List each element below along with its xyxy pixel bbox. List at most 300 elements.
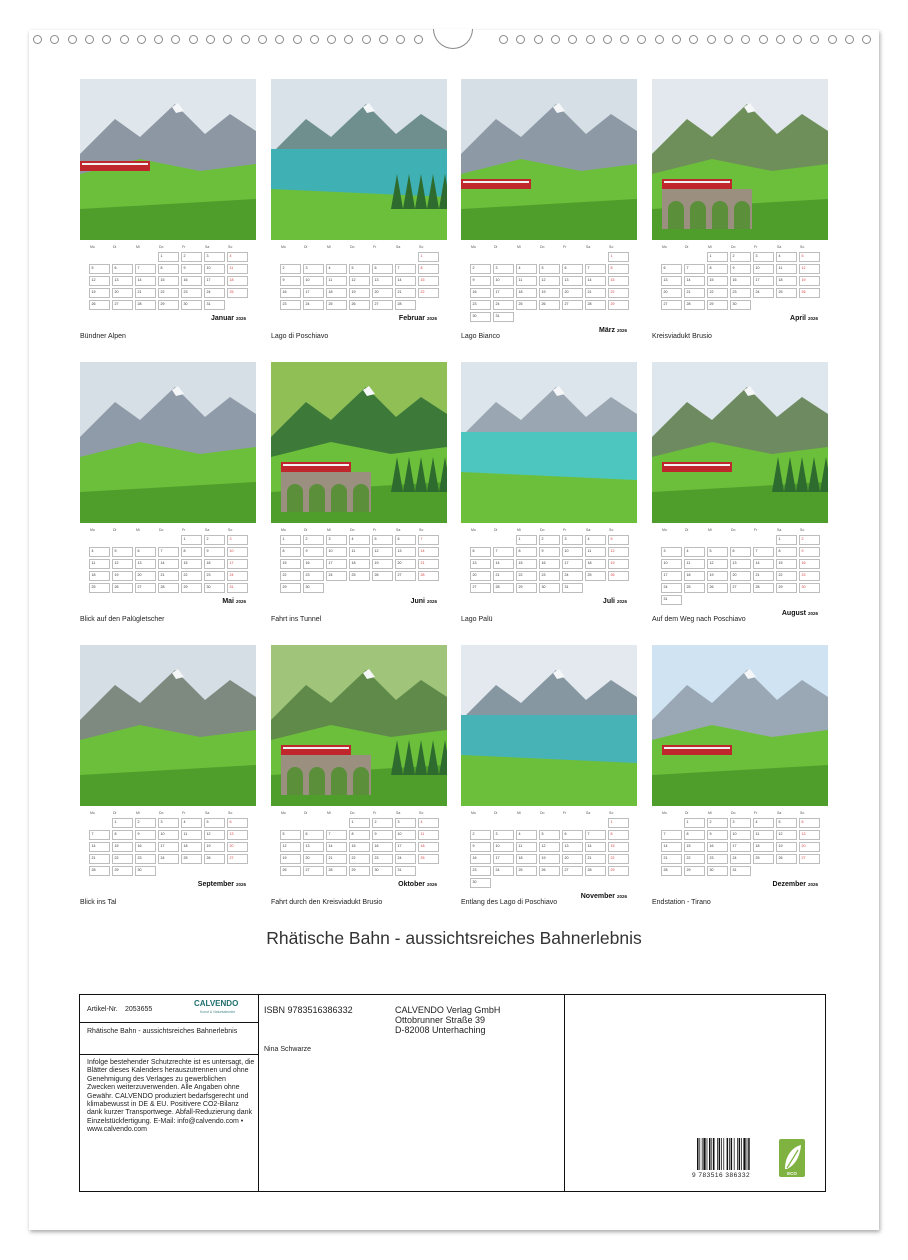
day-cell: 4 — [418, 818, 439, 828]
day-cell: 18 — [181, 842, 202, 852]
day-cell: 15 — [608, 276, 629, 286]
day-cell: 11 — [418, 830, 439, 840]
binding-ring — [154, 35, 163, 44]
binding-ring — [776, 35, 785, 44]
month-year: 2026 — [616, 328, 627, 333]
weekday-label: Do — [540, 528, 545, 532]
day-cell: 17 — [661, 571, 682, 581]
day-cell: 16 — [204, 559, 225, 569]
weekday-label: Di — [494, 528, 498, 532]
day-grid — [271, 811, 447, 878]
day-cell: 25 — [227, 288, 248, 298]
day-cell: 16 — [181, 276, 202, 286]
day-cell: 9 — [181, 264, 202, 274]
day-cell: 6 — [303, 830, 324, 840]
day-cell: 4 — [585, 535, 606, 545]
weekday-label: Fr — [373, 811, 377, 815]
day-cell: 30 — [707, 866, 728, 876]
day-cell: 1 — [158, 252, 179, 262]
binding-ring — [327, 35, 336, 44]
day-cell: 12 — [539, 842, 560, 852]
day-cell: 30 — [730, 300, 751, 310]
day-cell: 20 — [227, 842, 248, 852]
day-cell: 27 — [135, 583, 156, 593]
info-box — [79, 994, 826, 1192]
day-grid — [461, 528, 637, 595]
day-cell: 23 — [181, 288, 202, 298]
day-cell: 20 — [562, 288, 583, 298]
day-cell: 29 — [158, 300, 179, 310]
day-cell: 17 — [227, 559, 248, 569]
day-cell: 24 — [661, 583, 682, 593]
day-cell: 12 — [707, 559, 728, 569]
weekday-label: So — [419, 528, 424, 532]
day-cell: 29 — [280, 583, 301, 593]
binding-ring — [759, 35, 768, 44]
day-cell: 7 — [684, 264, 705, 274]
month-year: 2026 — [616, 599, 627, 604]
day-cell: 13 — [562, 842, 583, 852]
day-cell: 12 — [349, 276, 370, 286]
month-photo — [652, 645, 828, 806]
day-cell: 11 — [516, 842, 537, 852]
binding-ring — [85, 35, 94, 44]
month-name: Oktober 2026 — [398, 881, 437, 888]
weekday-label: Di — [304, 528, 308, 532]
barcode — [697, 1138, 767, 1170]
day-cell: 8 — [280, 547, 301, 557]
day-cell: 13 — [730, 559, 751, 569]
photo-caption: Lago di Poschiavo — [271, 333, 329, 340]
day-cell: 18 — [349, 559, 370, 569]
day-cell: 1 — [516, 535, 537, 545]
day-cell: 19 — [112, 571, 133, 581]
binding-ring — [689, 35, 698, 44]
day-cell: 3 — [326, 535, 347, 545]
weekday-label: So — [609, 245, 614, 249]
day-cell: 30 — [204, 583, 225, 593]
day-cell: 17 — [753, 276, 774, 286]
weekday-label: Mi — [136, 811, 140, 815]
day-cell: 7 — [585, 830, 606, 840]
day-grid — [461, 245, 637, 324]
day-cell: 27 — [730, 583, 751, 593]
day-cell: 4 — [227, 252, 248, 262]
month-year: 2026 — [426, 599, 437, 604]
day-cell: 22 — [418, 288, 439, 298]
month-name: August 2026 — [781, 610, 818, 617]
weekday-label: So — [228, 811, 233, 815]
day-cell: 24 — [158, 854, 179, 864]
weekday-label: So — [609, 811, 614, 815]
day-cell: 24 — [562, 571, 583, 581]
weekday-label: Fr — [182, 528, 186, 532]
weekday-label: Mo — [662, 245, 667, 249]
weekday-label: Mi — [708, 245, 712, 249]
day-cell: 7 — [661, 830, 682, 840]
binding-ring — [620, 35, 629, 44]
weekday-label: Mo — [90, 528, 95, 532]
day-cell: 20 — [661, 288, 682, 298]
day-cell: 1 — [608, 252, 629, 262]
month-photo — [80, 645, 256, 806]
day-cell: 11 — [89, 559, 110, 569]
day-cell: 27 — [112, 300, 133, 310]
day-cell: 6 — [395, 535, 416, 545]
binding-ring — [586, 35, 595, 44]
day-cell: 10 — [730, 830, 751, 840]
weekday-label: So — [228, 245, 233, 249]
day-cell: 21 — [753, 571, 774, 581]
day-cell: 5 — [112, 547, 133, 557]
day-cell: 22 — [608, 854, 629, 864]
day-cell: 7 — [753, 547, 774, 557]
day-cell: 28 — [585, 300, 606, 310]
day-cell: 12 — [280, 842, 301, 852]
month-year: 2026 — [807, 882, 818, 887]
day-cell: 15 — [112, 842, 133, 852]
day-cell: 4 — [516, 830, 537, 840]
day-cell: 30 — [372, 866, 393, 876]
weekday-label: Fr — [754, 811, 758, 815]
day-cell: 2 — [204, 535, 225, 545]
publisher-street: Ottobrunner Straße 39 — [395, 1015, 486, 1025]
day-grid — [80, 245, 256, 312]
day-cell: 18 — [89, 571, 110, 581]
day-cell: 25 — [349, 571, 370, 581]
day-cell: 5 — [349, 264, 370, 274]
weekday-label: Di — [304, 811, 308, 815]
day-cell: 18 — [326, 288, 347, 298]
day-cell: 14 — [585, 276, 606, 286]
weekday-label: Do — [350, 245, 355, 249]
day-cell: 8 — [684, 830, 705, 840]
day-cell: 26 — [372, 571, 393, 581]
day-grid — [461, 811, 637, 890]
day-cell: 8 — [349, 830, 370, 840]
day-cell: 31 — [227, 583, 248, 593]
day-cell: 24 — [204, 288, 225, 298]
day-cell: 11 — [776, 264, 797, 274]
day-cell: 2 — [470, 830, 491, 840]
day-cell: 25 — [181, 854, 202, 864]
day-cell: 3 — [493, 830, 514, 840]
day-cell: 1 — [776, 535, 797, 545]
day-cell: 7 — [326, 830, 347, 840]
day-cell: 23 — [730, 288, 751, 298]
day-cell: 13 — [562, 276, 583, 286]
day-cell: 12 — [799, 264, 820, 274]
day-cell: 5 — [799, 252, 820, 262]
weekday-label: Mo — [662, 811, 667, 815]
day-cell: 1 — [280, 535, 301, 545]
day-cell: 26 — [349, 300, 370, 310]
day-cell: 6 — [372, 264, 393, 274]
weekday-label: Di — [685, 245, 689, 249]
day-cell: 26 — [89, 300, 110, 310]
day-cell: 6 — [730, 547, 751, 557]
weekday-label: Mi — [327, 811, 331, 815]
day-cell: 28 — [493, 583, 514, 593]
weekday-label: So — [800, 811, 805, 815]
barcode-number: 9 783516 386332 — [692, 1172, 751, 1179]
day-cell: 2 — [799, 535, 820, 545]
weekday-label: Do — [731, 245, 736, 249]
day-cell: 14 — [158, 559, 179, 569]
day-cell: 31 — [562, 583, 583, 593]
legal-text: Infolge bestehender Schutzrechte ist es untersagt, die Blätter dieses Kalenders herauszutrennen und ohne Genehmigung des Verlages zu gewerblichen Zwecken weiterzuverwenden. Alle Angaben ohne Gewähr. CALVENDO produziert bedarfsgerecht und klimabewusst in DE & EU. Positivere CO2-Bilanz dank kurzer Transportwege. Abfall-Reduzierung dank Einzelstückfertigung. E-Mail: info@calvendo.com • www.calvendo.com — [87, 1059, 255, 1134]
binding-ring — [655, 35, 664, 44]
weekday-label: Mo — [662, 528, 667, 532]
day-cell: 16 — [280, 288, 301, 298]
day-cell: 2 — [181, 252, 202, 262]
month-photo — [461, 79, 637, 240]
day-cell: 19 — [608, 559, 629, 569]
day-cell: 23 — [204, 571, 225, 581]
weekday-label: Mi — [327, 245, 331, 249]
binding-ring — [344, 35, 353, 44]
day-cell: 6 — [661, 264, 682, 274]
day-cell: 13 — [661, 276, 682, 286]
day-cell: 22 — [158, 288, 179, 298]
day-cell: 19 — [280, 854, 301, 864]
day-cell: 3 — [395, 818, 416, 828]
day-cell: 28 — [158, 583, 179, 593]
month-photo — [461, 362, 637, 523]
day-cell: 20 — [470, 571, 491, 581]
photo-caption: Lago Bianco — [461, 333, 500, 340]
day-cell: 25 — [89, 583, 110, 593]
binding-ring — [551, 35, 560, 44]
photo-caption: Entlang des Lago di Poschiavo — [461, 899, 558, 906]
weekday-label: Fr — [373, 528, 377, 532]
binding-ring — [707, 35, 716, 44]
day-cell: 25 — [418, 854, 439, 864]
month-year: 2026 — [426, 882, 437, 887]
day-cell: 7 — [89, 830, 110, 840]
day-cell: 17 — [204, 276, 225, 286]
day-cell: 19 — [539, 288, 560, 298]
day-cell: 26 — [776, 854, 797, 864]
binding-ring — [241, 35, 250, 44]
binding-ring — [741, 35, 750, 44]
weekday-label: Sa — [396, 245, 401, 249]
day-cell: 18 — [516, 288, 537, 298]
day-cell: 22 — [776, 571, 797, 581]
day-cell: 6 — [562, 830, 583, 840]
binding-ring — [258, 35, 267, 44]
binding-ring — [137, 35, 146, 44]
binding-ring — [206, 35, 215, 44]
day-cell: 30 — [303, 583, 324, 593]
month-name: April 2026 — [790, 315, 818, 322]
day-cell: 18 — [776, 276, 797, 286]
day-cell: 2 — [730, 252, 751, 262]
day-cell: 15 — [608, 842, 629, 852]
day-cell: 24 — [493, 300, 514, 310]
day-cell: 26 — [799, 288, 820, 298]
day-cell: 25 — [585, 571, 606, 581]
day-cell: 16 — [799, 559, 820, 569]
day-cell: 30 — [181, 300, 202, 310]
day-cell: 5 — [372, 535, 393, 545]
day-cell: 9 — [470, 276, 491, 286]
day-cell: 1 — [684, 818, 705, 828]
weekday-label: So — [419, 245, 424, 249]
day-cell: 17 — [493, 288, 514, 298]
day-cell: 4 — [684, 547, 705, 557]
day-cell: 29 — [608, 300, 629, 310]
day-cell: 20 — [112, 288, 133, 298]
weekday-label: Fr — [563, 811, 567, 815]
photo-caption: Fahrt durch den Kreisviadukt Brusio — [271, 899, 383, 906]
binding-ring — [828, 35, 837, 44]
weekday-label: Mi — [708, 811, 712, 815]
day-cell: 20 — [799, 842, 820, 852]
day-cell: 3 — [661, 547, 682, 557]
day-cell: 11 — [684, 559, 705, 569]
day-cell: 18 — [516, 854, 537, 864]
day-cell: 5 — [539, 264, 560, 274]
day-cell: 6 — [227, 818, 248, 828]
day-cell: 10 — [303, 276, 324, 286]
day-cell: 28 — [661, 866, 682, 876]
day-cell: 12 — [539, 276, 560, 286]
day-grid — [271, 245, 447, 312]
binding-ring — [68, 35, 77, 44]
weekday-label: Mo — [471, 528, 476, 532]
day-cell: 10 — [493, 842, 514, 852]
day-cell: 14 — [493, 559, 514, 569]
day-cell: 28 — [418, 571, 439, 581]
day-cell: 17 — [303, 288, 324, 298]
day-cell: 9 — [799, 547, 820, 557]
weekday-label: Mo — [281, 811, 286, 815]
weekday-label: Mi — [517, 811, 521, 815]
weekday-label: Sa — [205, 811, 210, 815]
day-cell: 21 — [326, 854, 347, 864]
month-name: Mai 2026 — [222, 598, 246, 605]
binding-ring — [534, 35, 543, 44]
weekday-label: Di — [494, 811, 498, 815]
day-cell: 2 — [280, 264, 301, 274]
weekday-label: Fr — [182, 811, 186, 815]
day-cell: 9 — [539, 547, 560, 557]
day-cell: 28 — [684, 300, 705, 310]
day-cell: 27 — [372, 300, 393, 310]
day-cell: 24 — [303, 300, 324, 310]
photo-caption: Blick ins Tal — [80, 899, 117, 906]
eco-label: ECO — [787, 1171, 797, 1176]
day-cell: 9 — [470, 842, 491, 852]
day-cell: 17 — [562, 559, 583, 569]
weekday-label: Di — [113, 811, 117, 815]
day-cell: 6 — [470, 547, 491, 557]
day-cell: 18 — [418, 842, 439, 852]
day-grid — [80, 811, 256, 878]
month-photo — [461, 645, 637, 806]
day-cell: 16 — [372, 842, 393, 852]
day-cell: 11 — [753, 830, 774, 840]
day-cell: 23 — [539, 571, 560, 581]
day-cell: 7 — [418, 535, 439, 545]
day-cell: 23 — [372, 854, 393, 864]
month-photo — [652, 79, 828, 240]
day-cell: 22 — [349, 854, 370, 864]
day-cell: 3 — [730, 818, 751, 828]
day-cell: 1 — [112, 818, 133, 828]
weekday-label: Sa — [396, 528, 401, 532]
day-cell: 11 — [585, 547, 606, 557]
binding-ring — [810, 35, 819, 44]
day-cell: 25 — [776, 288, 797, 298]
day-cell: 30 — [470, 312, 491, 322]
day-cell: 1 — [707, 252, 728, 262]
photo-caption: Blick auf den Palügletscher — [80, 616, 165, 623]
month-year: 2026 — [235, 316, 246, 321]
day-cell: 27 — [799, 854, 820, 864]
month-year: 2026 — [426, 316, 437, 321]
day-cell: 23 — [707, 854, 728, 864]
month-year: 2026 — [235, 882, 246, 887]
day-cell: 22 — [608, 288, 629, 298]
day-cell: 15 — [418, 276, 439, 286]
day-cell: 29 — [707, 300, 728, 310]
day-cell: 4 — [516, 264, 537, 274]
day-cell: 5 — [539, 830, 560, 840]
day-cell: 8 — [181, 547, 202, 557]
artikel-number: 2053655 — [125, 1006, 153, 1013]
binding-ring — [568, 35, 577, 44]
day-cell: 22 — [516, 571, 537, 581]
day-cell: 8 — [112, 830, 133, 840]
month-photo — [271, 362, 447, 523]
weekday-label: Fr — [563, 528, 567, 532]
binding-ring — [414, 35, 423, 44]
day-cell: 14 — [395, 276, 416, 286]
day-cell: 8 — [776, 547, 797, 557]
artikel-label: Artikel-Nr. — [87, 1006, 118, 1013]
day-cell: 26 — [280, 866, 301, 876]
weekday-label: Sa — [586, 245, 591, 249]
day-cell: 16 — [730, 276, 751, 286]
day-cell: 12 — [112, 559, 133, 569]
day-cell: 16 — [707, 842, 728, 852]
day-cell: 20 — [730, 571, 751, 581]
weekday-label: Mo — [90, 245, 95, 249]
weekday-label: Sa — [396, 811, 401, 815]
day-cell: 27 — [470, 583, 491, 593]
day-cell: 13 — [303, 842, 324, 852]
day-cell: 8 — [418, 264, 439, 274]
day-cell: 17 — [493, 854, 514, 864]
day-cell: 19 — [349, 288, 370, 298]
weekday-label: Fr — [563, 245, 567, 249]
photo-caption: Auf dem Weg nach Poschiavo — [652, 616, 746, 623]
month-name: Dezember 2026 — [772, 881, 818, 888]
weekday-label: Do — [159, 811, 164, 815]
day-cell: 25 — [753, 854, 774, 864]
weekday-label: Mi — [136, 245, 140, 249]
day-cell: 19 — [89, 288, 110, 298]
day-cell: 22 — [684, 854, 705, 864]
weekday-label: Mo — [471, 811, 476, 815]
day-cell: 16 — [303, 559, 324, 569]
day-cell: 13 — [112, 276, 133, 286]
day-cell: 21 — [585, 288, 606, 298]
day-cell: 26 — [539, 866, 560, 876]
weekday-label: Fr — [754, 528, 758, 532]
